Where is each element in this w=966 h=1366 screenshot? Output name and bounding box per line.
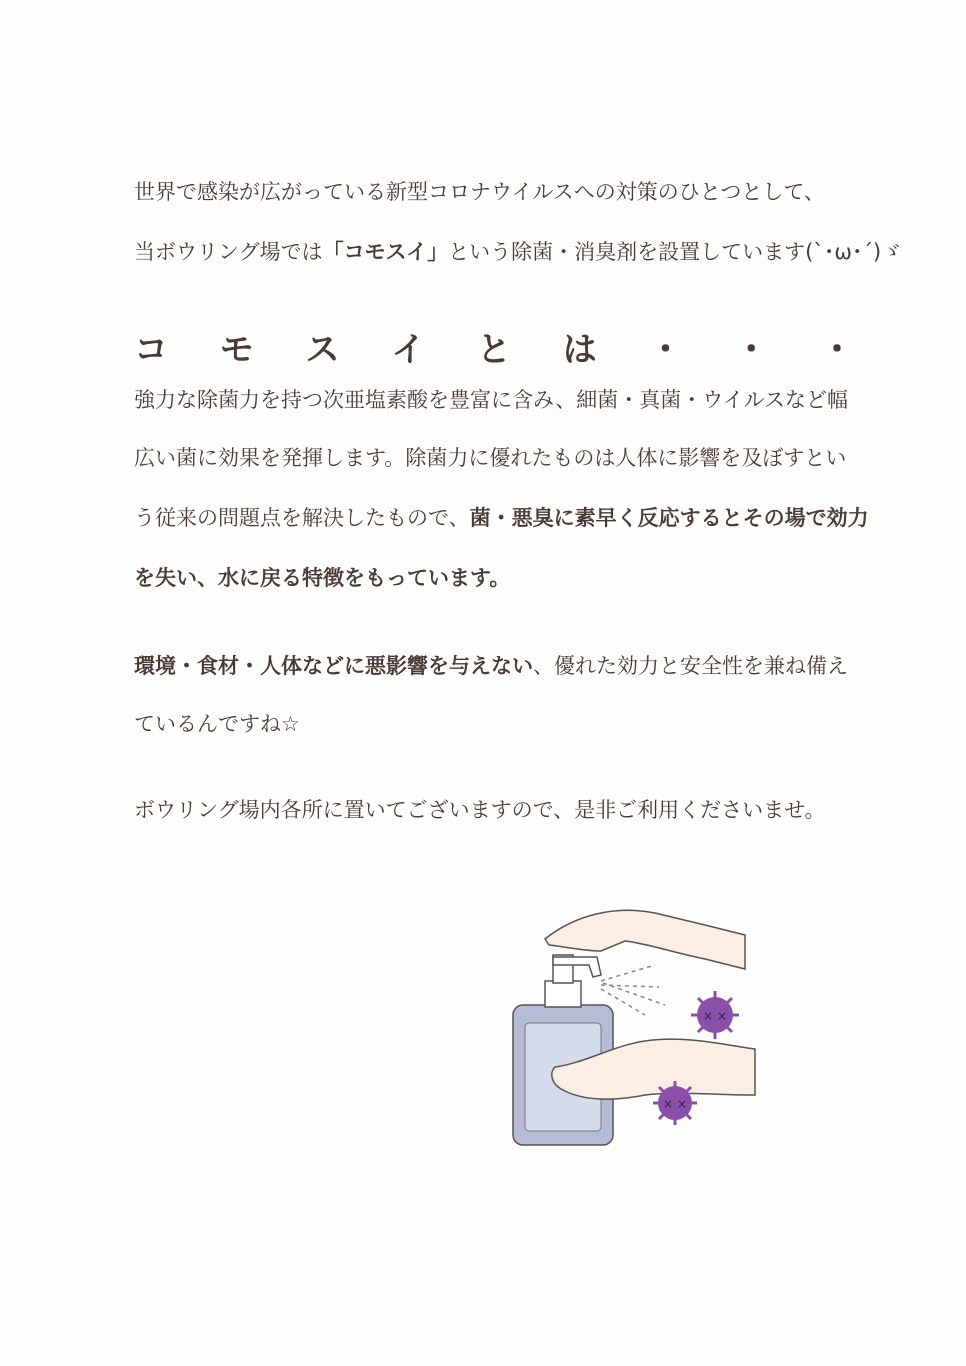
closing-line: ボウリング場内各所に置いてございますので、是非ご利用くださいませ。 xyxy=(134,798,826,822)
body1-line-2: 広い菌に効果を発揮します。除菌力に優れたものは人体に影響を及ぼすとい xyxy=(134,446,847,470)
body2-line-1-b: 、優れた効力と安全性を兼ね備え xyxy=(533,654,848,678)
intro-line-2-a: 当ボウリング場では xyxy=(134,240,323,264)
heading-char: イ xyxy=(391,330,426,370)
body1-line-4: を失い、水に戻る特徴をもっています。 xyxy=(134,566,511,590)
virus-icon xyxy=(691,991,739,1039)
intro-line-2 xyxy=(134,236,902,266)
hand-sanitizer-dispenser-illustration xyxy=(505,895,765,1155)
product-name: 「コモスイ」 xyxy=(322,240,449,264)
body1-line-3-a: う従来の問題点を解決したもので、 xyxy=(134,506,470,530)
body1-line-3 xyxy=(134,502,869,532)
body1-line-3-b: 菌・悪臭に素早く反応するとその場で効力 xyxy=(469,506,869,530)
body2-line-1 xyxy=(134,650,848,680)
intro-line-2-c: という除菌・消臭剤を設置しています(`･ω･´)ゞ xyxy=(448,240,903,264)
heading-char: ・ xyxy=(734,330,769,370)
heading-char: モ xyxy=(219,330,254,370)
heading-char: コ xyxy=(134,330,168,370)
section-heading xyxy=(134,322,854,371)
heading-char: と xyxy=(477,330,511,370)
body2-line-1-a: 環境・食材・人体などに悪影響を与えない xyxy=(134,654,533,678)
svg-text:× ×: × × xyxy=(703,1009,727,1023)
intro-line-1: 世界で感染が広がっている新型コロナウイルスへの対策のひとつとして、 xyxy=(134,180,825,204)
heading-char: ・ xyxy=(820,330,854,370)
virus-icon xyxy=(653,1081,697,1125)
bottle-neck xyxy=(545,981,581,1007)
heading-char: ・ xyxy=(648,330,683,370)
body2-line-2: ているんですね☆ xyxy=(134,712,300,736)
heading-char: ス xyxy=(305,330,340,370)
heading-char: は xyxy=(562,330,597,370)
body1-line-1: 強力な除菌力を持つ次亜塩素酸を豊富に含み、細菌・真菌・ウイルスなど幅 xyxy=(134,388,848,412)
svg-text:× ×: × × xyxy=(663,1097,687,1111)
